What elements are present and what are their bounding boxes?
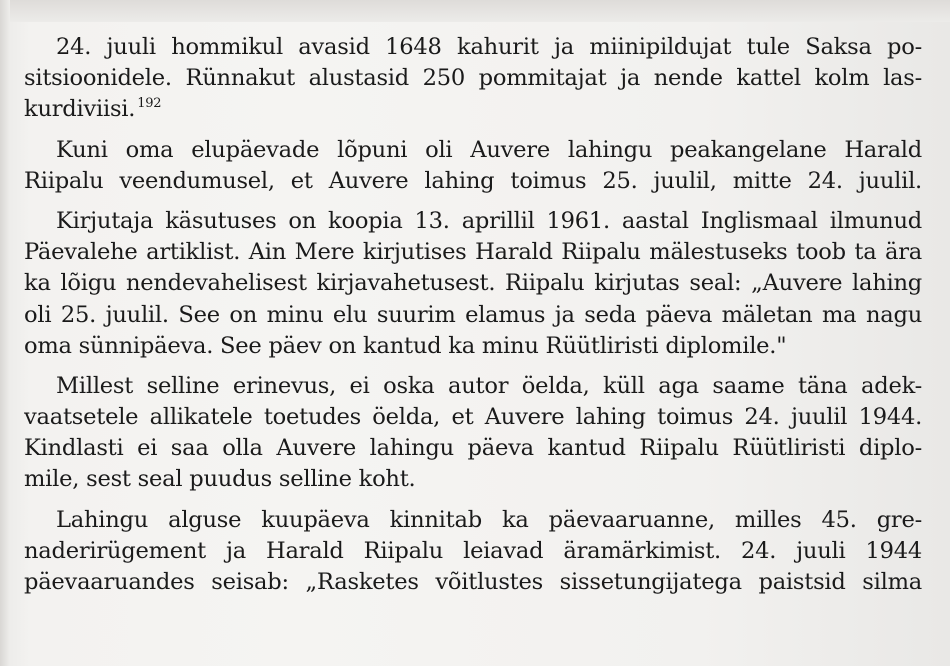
text-line: päevaaruandes seisab: „Rasketes võitlustes sissetungijatega paistsid silma <box>24 569 922 595</box>
paragraph-2 <box>24 135 922 197</box>
footnote-marker: 192 <box>137 96 162 112</box>
paragraph-1 <box>24 32 922 126</box>
text-line: Lahingu alguse kuupäeva kinnitab ka päevaaruanne, milles 45. gre- <box>56 506 922 533</box>
text-line: Kindlasti ei saa olla Auvere lahingu päeva kantud Riipalu Rüütliristi diplo- <box>24 435 922 462</box>
text-line: Riipalu veendumusel, et Auvere lahing toimus 25. juulil, mitte 24. juulil. <box>24 167 922 194</box>
text-line: Kirjutaja käsutuses on koopia 13. aprillil 1961. aastal Inglismaal ilmunud <box>56 207 922 234</box>
text-line: mile, sest seal puudus selline koht. <box>24 466 416 493</box>
page-left-edge <box>0 0 10 666</box>
text-line-with-footnote <box>24 94 922 125</box>
text-line: Millest selline erinevus, ei oska autor öelda, küll aga saame täna adek- <box>56 372 922 399</box>
text-line: Kuni oma elupäevade lõpuni oli Auvere lahingu peakangelane Harald <box>56 136 922 163</box>
text-line-content: kurdiviisi. <box>24 96 136 123</box>
text-line: vaatsetele allikatele toetudes öelda, et Auvere lahing toimus 24. juulil 1944. <box>24 404 922 431</box>
body-text <box>24 32 922 607</box>
text-line: ka lõigu nendevahelisest kirjavahetusest. Riipalu kirjutas seal: „Auvere lahing <box>24 270 922 297</box>
text-line: Päevalehe artiklist. Ain Mere kirjutises Harald Riipalu mälestuseks toob ta ära <box>24 239 922 266</box>
text-line: oli 25. juulil. See on minu elu suurim elamus ja seda päeva mäletan ma nagu <box>24 301 922 328</box>
text-line: 24. juuli hommikul avasid 1648 kahurit ja miinipildujat tule Saksa po- <box>56 34 922 60</box>
paragraph-5 <box>24 505 922 599</box>
paragraph-4 <box>24 371 922 496</box>
text-line: naderirügement ja Harald Riipalu leiavad äramärkimist. 24. juuli 1944 <box>24 537 922 564</box>
page-top-shadow <box>0 0 950 22</box>
text-line: oma sünnipäeva. See päev on kantud ka minu Rüütliristi diplomile." <box>24 332 787 359</box>
paragraph-3 <box>24 206 922 362</box>
text-line: sitsioonidele. Rünnakut alustasid 250 pommitajat ja nende kattel kolm las- <box>24 65 922 92</box>
